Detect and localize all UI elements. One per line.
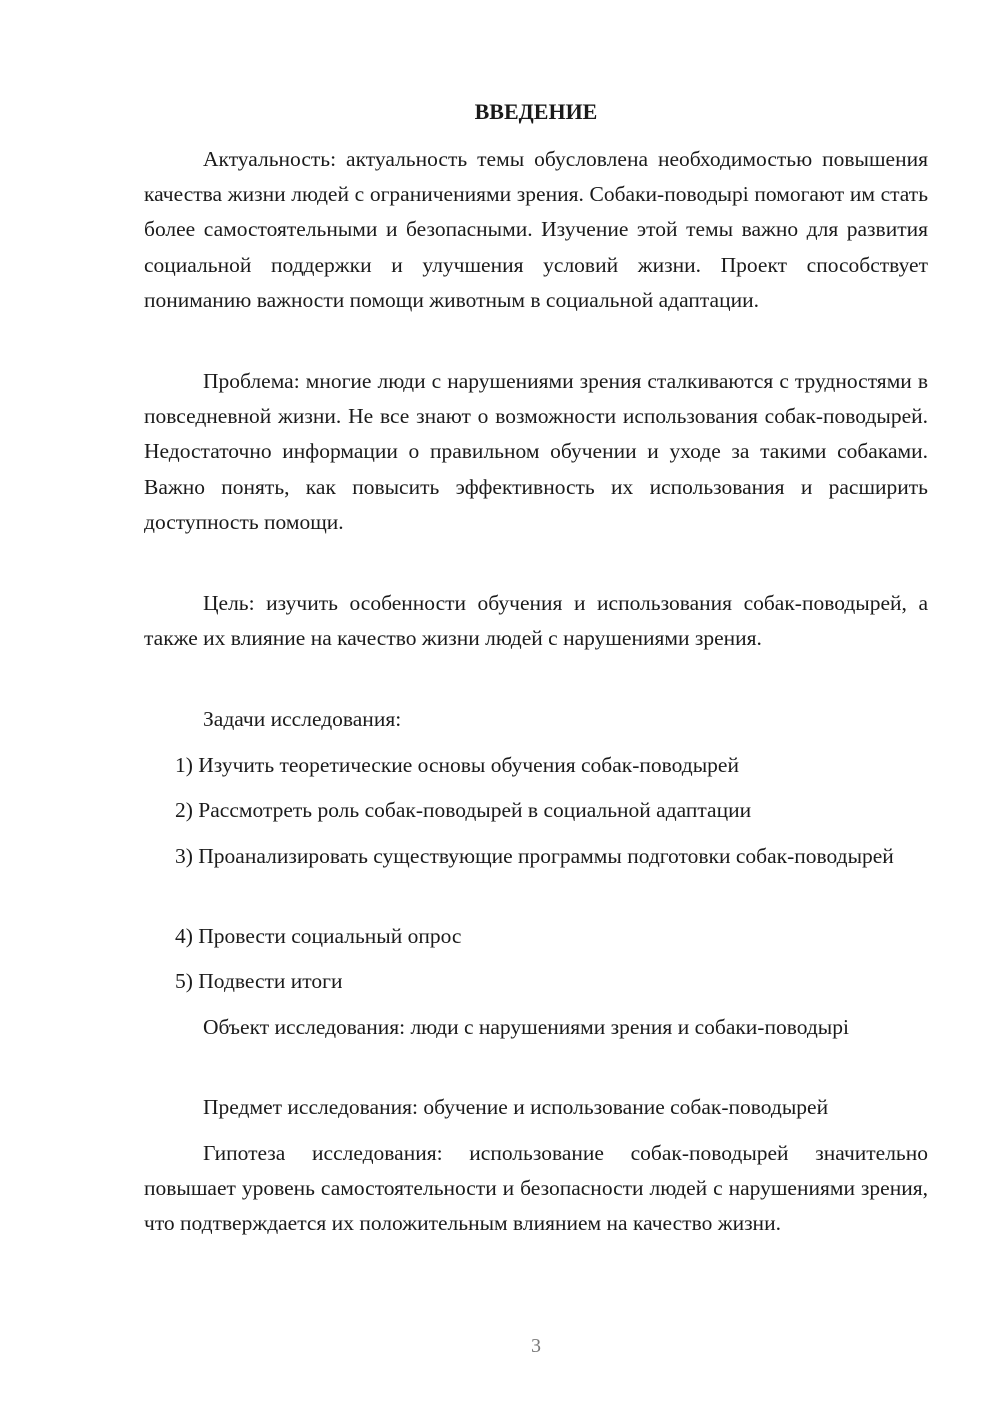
paragraph-object: Объект исследования: люди с нарушениями зрения и собаки-поводырі [203,1015,849,1039]
task-item-3: 3) Проанализировать существующие программы подготовки собак-поводырей [175,844,894,868]
paragraph-problem: Проблема: многие люди с нарушениями зрения сталкиваются с трудностями в повседневной жизни. Не все знают о возможности использования собак-поводырей. Недостаточно информации о правильном обучении и уходе за такими собаками. Важно понять, как повысить эффективность их использования и расширить доступность помощи. [144,369,928,534]
task-item-4: 4) Провести социальный опрос [175,924,462,948]
task-item-5: 5) Подвести итоги [175,969,343,993]
section-title: ВВЕДЕНИЕ [474,99,598,124]
paragraph-goal: Цель: изучить особенности обучения и использования собак-поводырей, а также их влияние на качество жизни людей с нарушениями зрения. [144,591,928,651]
page-number: 3 [531,1335,541,1357]
paragraph-subject: Предмет исследования: обучение и использование собак-поводырей [203,1095,829,1119]
paragraph-hypothesis: Гипотеза исследования: использование собак-поводырей значительно повышает уровень самостоятельности и безопасности людей с нарушениями зрения, что подтверждается их положительным влиянием на качество жизни. [144,1141,928,1236]
paragraph-tasks-heading: Задачи исследования: [203,707,402,731]
task-item-2: 2) Рассмотреть роль собак-поводырей в социальной адаптации [175,798,752,822]
task-item-1: 1) Изучить теоретические основы обучения собак-поводырей [175,753,739,777]
paragraph-relevance: Актуальность: актуальность темы обусловлена необходимостью повышения качества жизни людей с ограничениями зрения. Собаки-поводырі помогают им стать более самостоятельными и безопасными. Изучение этой темы важно для развития социальной поддержки и улучшения условий жизни. Проект способствует пониманию важности помощи животным в социальной адаптации. [144,147,928,312]
